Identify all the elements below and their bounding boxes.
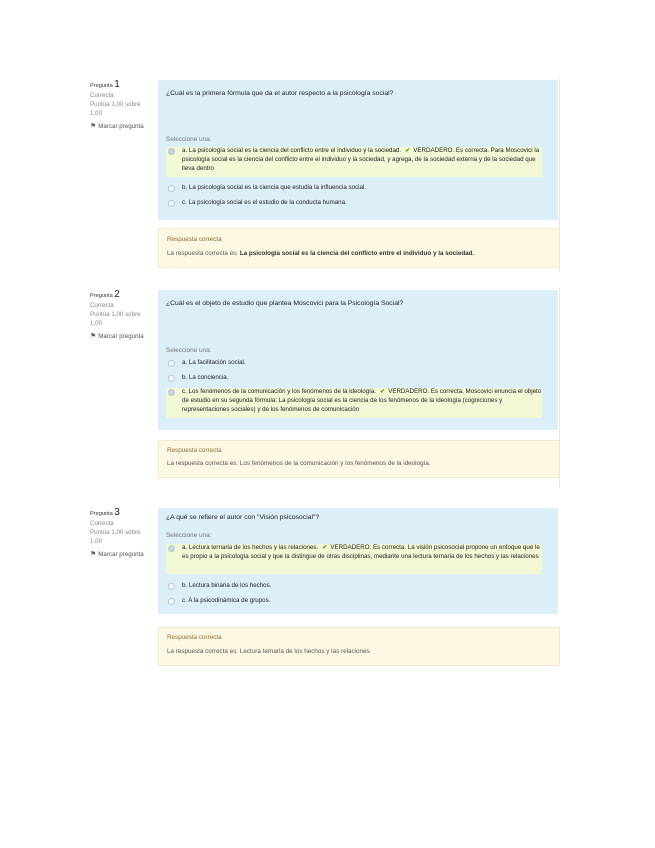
flag-icon: ⚑ (90, 123, 97, 130)
divider (559, 78, 560, 272)
select-prompt: Seleccione una: (166, 532, 212, 539)
answer-text: b. La psicología social es la ciencia que estudia la influencia social. (182, 184, 367, 191)
flag-icon: ⚑ (90, 333, 97, 340)
radio-icon[interactable] (168, 545, 175, 552)
question-info (90, 290, 152, 341)
check-icon: ✔ (405, 147, 411, 154)
flag-label: Marcar pregunta (98, 551, 144, 558)
flag-icon: ⚑ (90, 551, 97, 558)
question-content (158, 80, 558, 220)
question-score: Puntúa 1,00 sobre 1,00 (90, 311, 141, 327)
question-label: Pregunta (90, 83, 113, 89)
right-answer (167, 250, 474, 257)
answer-text: c. A la psicodinámica de grupos. (182, 597, 271, 604)
question-3 (90, 508, 562, 668)
feedback-title: Respuesta correcta (167, 236, 222, 243)
flag-question-button[interactable] (90, 122, 152, 131)
divider (559, 288, 560, 488)
check-icon: ✔ (322, 544, 328, 551)
check-icon: ✔ (380, 388, 386, 395)
answer-option-c[interactable] (166, 388, 542, 418)
answer-text: b. Lectura binaria de los hechos. (182, 582, 272, 589)
answer-feedback-box (158, 228, 560, 268)
feedback-title: Respuesta correcta (167, 447, 222, 454)
answer-feedback: VERDADERO. Es correcta. La visión psicosocial propone un enfoque que le es propio a la psicología social y que la distingue de otras disciplinas, mediante una lectura ternaria de los hechos y las relaciones (182, 544, 540, 560)
answer-text: a. Lectura ternaria de los hechos y las relaciones. (182, 544, 319, 551)
right-answer (167, 648, 371, 655)
question-label: Pregunta (90, 511, 113, 517)
radio-icon[interactable] (168, 375, 175, 382)
question-info (90, 508, 152, 559)
right-answer-text: Los fenómenos de la comunicación y los fenómenos de la ideología. (239, 460, 431, 467)
flag-question-button[interactable] (90, 332, 152, 341)
right-answer-text: Lectura ternaria de los hechos y las relaciones. (239, 648, 372, 655)
question-text: ¿A qué se refiere el autor con "Visión psicosocial"? (166, 514, 320, 521)
select-prompt: Seleccione una: (166, 136, 212, 143)
radio-icon[interactable] (168, 360, 175, 367)
feedback-title: Respuesta correcta (167, 634, 222, 641)
flag-label: Marcar pregunta (98, 333, 144, 340)
question-content (158, 290, 558, 430)
answer-option-b[interactable] (166, 582, 542, 592)
flag-label: Marcar pregunta (98, 123, 144, 130)
radio-icon[interactable] (168, 389, 175, 396)
answer-option-c[interactable] (166, 199, 542, 209)
radio-icon[interactable] (168, 200, 175, 207)
question-content (158, 508, 558, 614)
question-1 (90, 80, 562, 270)
question-number (90, 80, 152, 91)
question-info (90, 80, 152, 131)
select-prompt: Seleccione una: (166, 347, 212, 354)
radio-icon[interactable] (168, 583, 175, 590)
answer-text: b. La conciencia. (182, 374, 229, 381)
answer-option-a[interactable] (166, 359, 542, 369)
question-text: ¿Cuál es la primera fórmula que da el autor respecto a la psicología social? (166, 90, 394, 97)
answer-option-a[interactable] (166, 147, 542, 177)
answer-text: a. La facilitación social. (182, 359, 246, 366)
answer-option-b[interactable] (166, 184, 542, 194)
radio-icon[interactable] (168, 185, 175, 192)
question-state: Correcta (90, 92, 114, 99)
answer-text: a. La psicología social es la ciencia del conflicto entre el individuo y la sociedad. (182, 147, 402, 154)
answer-option-a[interactable] (166, 544, 542, 574)
answer-text: c. Los fenómenos de la comunicación y los fenómenos de la ideología. (182, 388, 376, 395)
question-text: ¿Cuál es el objeto de estudio que plantea Moscovici para la Psicología Social? (166, 300, 404, 307)
right-answer-prefix: La respuesta correcta es: (167, 250, 239, 257)
right-answer-text: La psicología social es la ciencia del conflicto entre el individuo y la sociedad. (239, 250, 475, 257)
question-state: Correcta (90, 520, 114, 527)
answer-option-b[interactable] (166, 374, 542, 384)
answer-feedback-box (158, 440, 560, 478)
question-number-value: 1 (114, 79, 120, 90)
answer-feedback: VERDADERO. Es correcta. Para Moscovici la psicología social es la ciencia del conflicto entre el individuo y la sociedad, y agrega, de la sociedad externa y de la sociedad que lleva dentro (182, 147, 540, 172)
radio-icon[interactable] (168, 148, 175, 155)
question-number-value: 3 (114, 507, 120, 518)
question-2 (90, 290, 562, 480)
answer-feedback-box (158, 627, 560, 666)
answer-text: c. La psicología social es el estudio de la conducta humana. (182, 199, 347, 206)
flag-question-button[interactable] (90, 550, 152, 559)
answer-feedback: VERDADERO. Es correcta. Moscovici enuncia el objeto de estudio en su segunda fórmula: La psicología social es la ciencia de los fenómenos de la ideología (cogniciones y representaciones sociales) y de los fenómenos de comunicación (182, 388, 542, 413)
question-score: Puntúa 1,00 sobre 1,00 (90, 529, 141, 545)
question-number (90, 508, 152, 519)
question-label: Pregunta (90, 293, 113, 299)
answer-option-c[interactable] (166, 597, 542, 607)
question-score: Puntúa 1,00 sobre 1,00 (90, 101, 141, 117)
question-number-value: 2 (114, 289, 120, 300)
radio-icon[interactable] (168, 598, 175, 605)
right-answer-prefix: La respuesta correcta es: (167, 648, 239, 655)
right-answer-prefix: La respuesta correcta es: (167, 460, 239, 467)
question-state: Correcta (90, 302, 114, 309)
right-answer (167, 460, 431, 467)
question-number (90, 290, 152, 301)
